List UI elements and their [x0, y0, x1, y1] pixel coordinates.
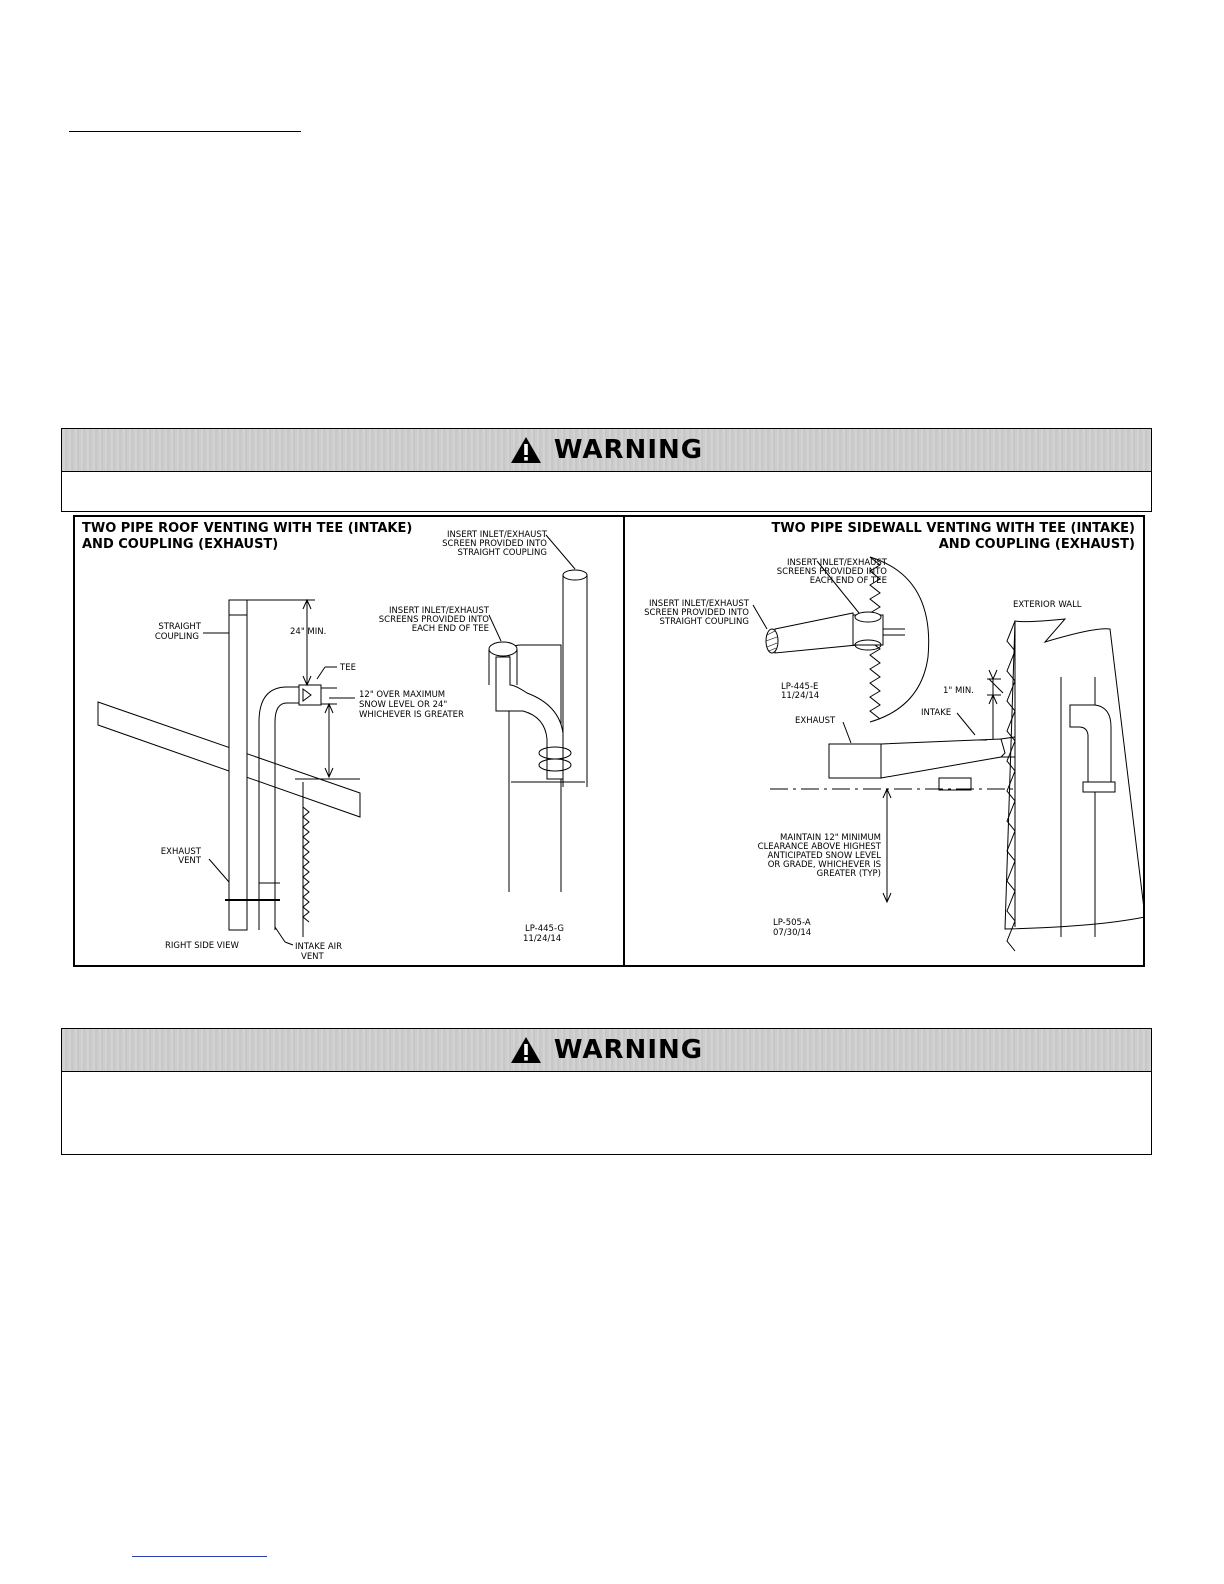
label-exhaust-vent: EXHAUST [160, 847, 201, 857]
warning-title: WARNING [553, 435, 704, 465]
svg-text:EACH END OF TEE: EACH END OF TEE [411, 624, 489, 634]
svg-text:SCREENS PROVIDED INTO: SCREENS PROVIDED INTO [776, 567, 887, 577]
sidewall-venting-drawing [625, 517, 1143, 967]
svg-text:STRAIGHT COUPLING: STRAIGHT COUPLING [457, 548, 547, 558]
warning-box-2 [61, 1028, 1152, 1155]
svg-text:STRAIGHT COUPLING: STRAIGHT COUPLING [659, 617, 749, 627]
roof-venting-title: TWO PIPE ROOF VENTING WITH TEE (INTAKE) AND COUPLING (EXHAUST) [82, 521, 413, 552]
warning-header [62, 429, 1151, 472]
svg-text:SCREEN PROVIDED INTO: SCREEN PROVIDED INTO [644, 608, 749, 618]
label-drawing-id-right: LP-505-A [773, 918, 811, 928]
label-insert-screen-coupling: INSERT INLET/EXHAUST [446, 530, 547, 540]
svg-text:VENT: VENT [301, 952, 324, 962]
svg-text:SCREEN PROVIDED INTO: SCREEN PROVIDED INTO [442, 539, 547, 549]
warning-triangle-icon [510, 436, 542, 464]
warning-header [62, 1029, 1151, 1072]
svg-text:COUPLING: COUPLING [154, 632, 199, 642]
svg-text:EACH END OF TEE: EACH END OF TEE [809, 576, 887, 586]
roof-venting-drawing [75, 517, 623, 967]
label-drawing-id-left: LP-445-G [525, 924, 564, 934]
roof-venting-panel [75, 517, 623, 965]
warning-title: WARNING [553, 1035, 704, 1065]
svg-text:ANTICIPATED SNOW LEVEL: ANTICIPATED SNOW LEVEL [767, 851, 881, 861]
label-exhaust: EXHAUST [795, 716, 836, 726]
svg-text:07/30/14: 07/30/14 [773, 928, 812, 938]
svg-text:WHICHEVER IS GREATER: WHICHEVER IS GREATER [359, 710, 464, 720]
label-exterior-wall: EXTERIOR WALL [1013, 600, 1082, 610]
label-insert-screens-tee-right: INSERT INLET/EXHAUST [786, 558, 887, 568]
warning-box-1 [61, 428, 1152, 512]
label-insert-screens-tee: INSERT INLET/EXHAUST [388, 606, 489, 616]
warning-triangle-icon [510, 1036, 542, 1064]
label-clearance: MAINTAIN 12" MINIMUM [780, 833, 881, 843]
link-underline[interactable] [132, 1556, 267, 1557]
svg-text:GREATER (TYP): GREATER (TYP) [816, 869, 881, 879]
sidewall-venting-panel [625, 517, 1143, 965]
label-intake: INTAKE [921, 708, 952, 718]
label-right-side-view: RIGHT SIDE VIEW [165, 941, 239, 951]
heading-underline [69, 131, 301, 132]
svg-text:CLEARANCE ABOVE HIGHEST: CLEARANCE ABOVE HIGHEST [757, 842, 881, 852]
label-straight-coupling: STRAIGHT [158, 622, 201, 632]
label-1-min: 1" MIN. [943, 686, 974, 696]
sidewall-venting-title: TWO PIPE SIDEWALL VENTING WITH TEE (INTAKE) AND COUPLING (EXHAUST) [771, 521, 1135, 552]
label-24-min: 24" MIN. [290, 627, 327, 637]
svg-text:11/24/14: 11/24/14 [781, 691, 820, 701]
svg-text:VENT: VENT [178, 856, 201, 866]
label-insert-screen-coupling-right: INSERT INLET/EXHAUST [648, 599, 749, 609]
label-intake-air-vent: INTAKE AIR [295, 942, 343, 952]
svg-text:OR GRADE, WHICHEVER IS: OR GRADE, WHICHEVER IS [767, 860, 881, 870]
venting-figure [73, 515, 1145, 967]
label-snow-level: 12" OVER MAXIMUM [359, 690, 446, 700]
label-drawing-id-detail: LP-445-E [781, 682, 819, 692]
svg-text:11/24/14: 11/24/14 [523, 934, 562, 944]
svg-text:SNOW LEVEL OR 24": SNOW LEVEL OR 24" [359, 700, 448, 710]
svg-text:SCREENS PROVIDED INTO: SCREENS PROVIDED INTO [378, 615, 489, 625]
label-tee: TEE [340, 663, 356, 673]
